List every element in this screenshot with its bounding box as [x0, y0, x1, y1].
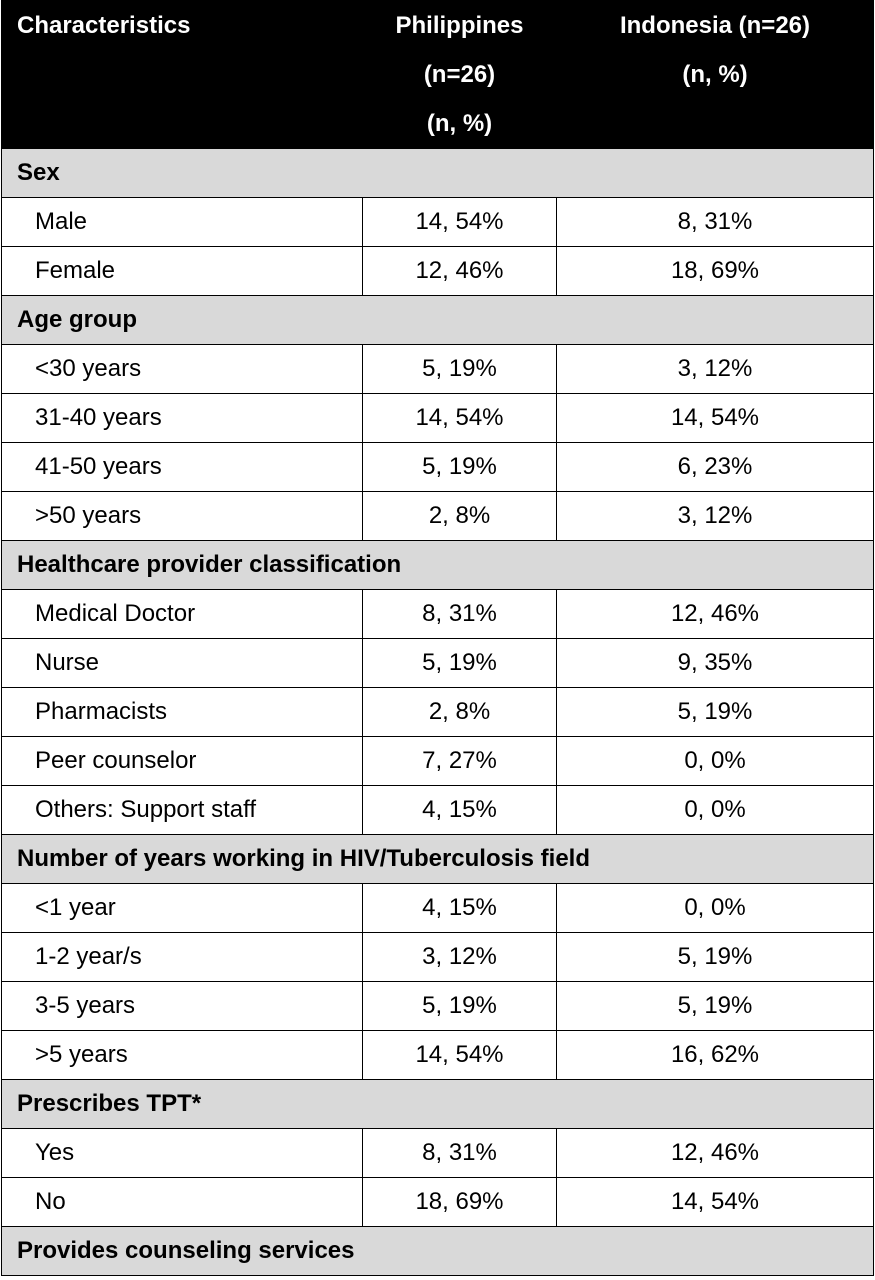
header-line: (n, %) — [682, 61, 748, 88]
section-title: Prescribes TPT* — [2, 1080, 874, 1129]
row-label: Peer counselor — [2, 737, 363, 786]
section-row-healthcare-provider-classification — [2, 541, 874, 590]
header-row — [2, 1, 874, 149]
table-row — [2, 786, 874, 835]
row-label: Yes — [2, 1129, 363, 1178]
section-row-number-of-years-working-in-hiv-tuberculosis-field — [2, 835, 874, 884]
indonesia-value: 5, 19% — [557, 982, 874, 1031]
section-title: Number of years working in HIV/Tuberculosis field — [2, 835, 874, 884]
indonesia-value: 0, 0% — [557, 737, 874, 786]
header-line: (n, %) — [426, 110, 493, 137]
row-label: Pharmacists — [2, 688, 363, 737]
row-label: 1-2 year/s — [2, 933, 363, 982]
characteristics-table — [1, 0, 874, 1276]
philippines-value: 8, 31% — [363, 1129, 557, 1178]
philippines-value: 14, 54% — [363, 1031, 557, 1080]
indonesia-value: 8, 31% — [557, 198, 874, 247]
indonesia-value: 12, 46% — [557, 1129, 874, 1178]
indonesia-value: 16, 62% — [557, 1031, 874, 1080]
table-row — [2, 247, 874, 296]
indonesia-value: 18, 69% — [557, 247, 874, 296]
header-line: Indonesia (n=26) — [619, 12, 811, 39]
philippines-value: 5, 19% — [363, 982, 557, 1031]
section-row-provides-counseling-services — [2, 1227, 874, 1276]
table-row — [2, 1031, 874, 1080]
indonesia-value: 0, 0% — [557, 786, 874, 835]
row-label: <30 years — [2, 345, 363, 394]
table-body — [2, 149, 874, 1276]
table-row — [2, 492, 874, 541]
philippines-value: 5, 19% — [363, 639, 557, 688]
row-label: 31-40 years — [2, 394, 363, 443]
philippines-value: 5, 19% — [363, 443, 557, 492]
row-label: >5 years — [2, 1031, 363, 1080]
indonesia-value: 14, 54% — [557, 394, 874, 443]
indonesia-value: 12, 46% — [557, 590, 874, 639]
table-row — [2, 590, 874, 639]
section-title: Healthcare provider classification — [2, 541, 874, 590]
row-label: Female — [2, 247, 363, 296]
section-title: Provides counseling services — [2, 1227, 874, 1276]
header-line: Philippines — [395, 12, 524, 39]
table-row — [2, 1178, 874, 1227]
table-row — [2, 737, 874, 786]
section-row-prescribes-tpt — [2, 1080, 874, 1129]
section-row-sex — [2, 149, 874, 198]
indonesia-value: 5, 19% — [557, 688, 874, 737]
header-line: Characteristics — [17, 12, 191, 39]
philippines-value: 2, 8% — [363, 492, 557, 541]
table-row — [2, 884, 874, 933]
philippines-value: 7, 27% — [363, 737, 557, 786]
header-line: (n=26) — [423, 61, 496, 88]
table-row — [2, 345, 874, 394]
philippines-value: 2, 8% — [363, 688, 557, 737]
table-row — [2, 198, 874, 247]
table-header — [2, 1, 874, 149]
indonesia-value: 14, 54% — [557, 1178, 874, 1227]
row-label: Others: Support staff — [2, 786, 363, 835]
row-label: Medical Doctor — [2, 590, 363, 639]
row-label: <1 year — [2, 884, 363, 933]
header-indonesia — [557, 1, 874, 149]
section-title: Age group — [2, 296, 874, 345]
indonesia-value: 5, 19% — [557, 933, 874, 982]
philippines-value: 18, 69% — [363, 1178, 557, 1227]
indonesia-value: 3, 12% — [557, 492, 874, 541]
section-row-age-group — [2, 296, 874, 345]
row-label: Nurse — [2, 639, 363, 688]
indonesia-value: 9, 35% — [557, 639, 874, 688]
header-characteristics — [2, 1, 363, 149]
table-row — [2, 982, 874, 1031]
philippines-value: 3, 12% — [363, 933, 557, 982]
header-philippines — [363, 1, 557, 149]
philippines-value: 14, 54% — [363, 394, 557, 443]
philippines-value: 5, 19% — [363, 345, 557, 394]
philippines-value: 14, 54% — [363, 198, 557, 247]
philippines-value: 4, 15% — [363, 786, 557, 835]
indonesia-value: 6, 23% — [557, 443, 874, 492]
indonesia-value: 0, 0% — [557, 884, 874, 933]
table-row — [2, 933, 874, 982]
row-label: No — [2, 1178, 363, 1227]
row-label: 3-5 years — [2, 982, 363, 1031]
philippines-value: 8, 31% — [363, 590, 557, 639]
philippines-value: 12, 46% — [363, 247, 557, 296]
table-row — [2, 1129, 874, 1178]
row-label: Male — [2, 198, 363, 247]
row-label: 41-50 years — [2, 443, 363, 492]
table-row — [2, 443, 874, 492]
table-row — [2, 394, 874, 443]
table-row — [2, 639, 874, 688]
philippines-value: 4, 15% — [363, 884, 557, 933]
section-title: Sex — [2, 149, 874, 198]
row-label: >50 years — [2, 492, 363, 541]
indonesia-value: 3, 12% — [557, 345, 874, 394]
table-row — [2, 688, 874, 737]
